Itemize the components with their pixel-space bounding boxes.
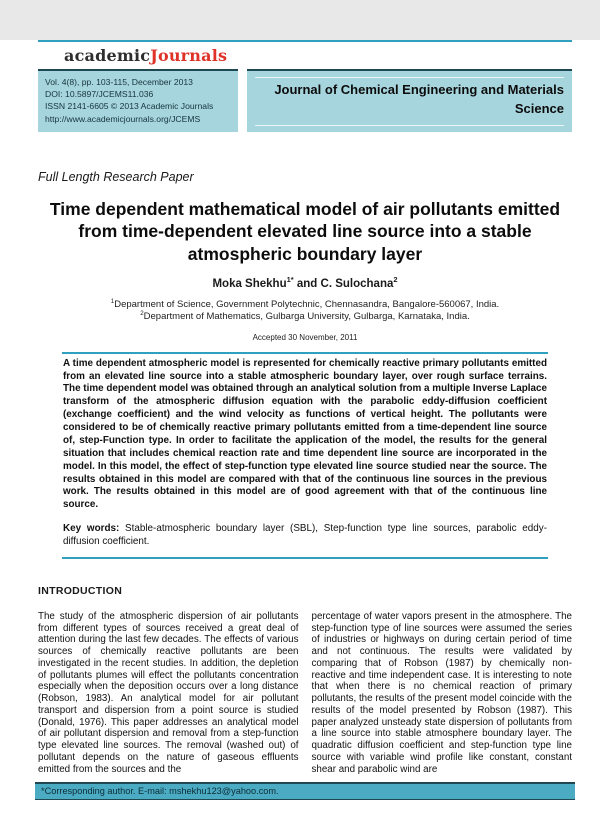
logo-academic-text: academic (64, 46, 151, 65)
introduction-heading: INTRODUCTION (38, 584, 123, 597)
abstract-section (62, 352, 548, 559)
accepted-date: Accepted 30 November, 2011 (252, 332, 358, 342)
author-1-superscript: 1* (286, 275, 294, 285)
journal-info-panel (38, 69, 238, 132)
author-1: Moka Shekhu (212, 277, 287, 290)
keywords-text: Stable-atmospheric boundary layer (SBL), Step-function type line sources, parabolic eddy-diffusion coefficient. (63, 523, 547, 547)
intro-right-paragraph: percentage of water vapors present in the atmosphere. The step-function type of line sources were assumed the series of industries or highways on during certain period of time and not continuous. The results were validated by comparing that of Robson (1987) by chemically non-reactive and time independent case. It is interesting to note that when there is no chemical reaction of primary pollutants, the results of the present model coincide with the results of the model presented by Robson (1987). This paper analyzed unsteady state dispersion of pollutants from a line source into stable atmosphere boundary layer. The quadratic diffusion coefficient and step-function type line source with variable wind profile like constant, constant shear and parabolic wind are (311, 610, 572, 775)
keywords-line (63, 523, 547, 549)
affiliation-1 (38, 299, 572, 311)
journal-header (38, 69, 572, 132)
intro-left-paragraph: The study of the atmospheric dispersion of air pollutants from different types of sources received a great deal of attention during the last few decades. The effects of various sources of chemically reactive pollutants are been investigated in the recent studies. In addition, the depletion of pollutants plumes will effect the pollutants concentration especially when the deposition occurs over a long distance (Robson, 1983). An analytical model for air pollutant transport and dispersion from a point source is studied (Donald, 1976). This paper addresses an analytical model of air pollutant dispersion and removal from a step-function type elevated line sources. The removal (washed out) of pollutant depends on the nature of gaseous effluents emitted from the sources and the (38, 610, 299, 775)
intro-column-left (38, 611, 299, 776)
affiliation-2-superscript: 2 (140, 310, 144, 318)
info-url-line: http://www.academicjournals.org/JCEMS (45, 113, 201, 124)
authors-connector: and (293, 277, 321, 290)
affiliation-2-text: Department of Mathematics, Gulbarga University, Gulbarga, Karnataka, India. (143, 311, 470, 323)
intro-column-right (312, 611, 573, 776)
authors-line (38, 275, 572, 290)
info-volume-line: Vol. 4(8), pp. 103-115, December 2013 (45, 77, 193, 87)
paper-page (0, 40, 600, 816)
body-columns (38, 611, 572, 776)
keywords-label: Key words: (63, 523, 120, 535)
abstract-text: A time dependent atmospheric model is represented for chemically reactive primary pollutants emitted from an elevated line source into a stable atmospheric boundary layer, over rough surface terrains. The time dependent model was obtained through an analytical solution from a multiple Inverse Laplace transform of the atmospheric diffusion equation with the parabolic eddy-diffusion coefficient (exchange coefficient) and the wind velocity as functions of vertical height. The pollutants were considered to be of chemically reactive primary pollutants emitted from a time-dependent line source of, step-Function type. In order to facilitate the application of the model, the results for the general situation that includes chemical reaction rate and time dependent line source are incorporated in the model. In this model, the effect of step-function type elevated line source studied near the source. The results obtained in this model are compared with that of the continuous line sources in the previous work. The results obtained in this model are of good agreement with that of the continuous line source. (63, 357, 547, 511)
journal-name-panel (247, 69, 572, 132)
affiliation-2 (38, 311, 572, 323)
paper-title: Time dependent mathematical model of air pollutants emitted from time-dependent elevated line source into a stable atmospheric boundary layer (49, 198, 561, 265)
journal-name: Journal of Chemical Engineering and Materials Science (255, 77, 564, 126)
publisher-logo (38, 42, 572, 69)
corresponding-author-note: *Corresponding author. E-mail: mshekhu123@yahoo.com. (35, 782, 575, 800)
affiliation-1-superscript: 1 (110, 297, 115, 305)
affiliations-block (38, 299, 572, 324)
info-issn-line: ISSN 2141-6605 © 2013 Academic Journals (45, 101, 214, 112)
info-doi-line: DOI: 10.5897/JCEMS11.036 (45, 89, 154, 100)
logo-journals-text: Journals (150, 46, 228, 65)
author-2: C. Sulochana (320, 277, 394, 290)
article-type-label: Full Length Research Paper (38, 169, 194, 184)
affiliation-1-text: Department of Science, Government Polytechnic, Chennasandra, Bangalore-560067, India. (114, 298, 500, 310)
author-2-superscript: 2 (393, 275, 398, 285)
